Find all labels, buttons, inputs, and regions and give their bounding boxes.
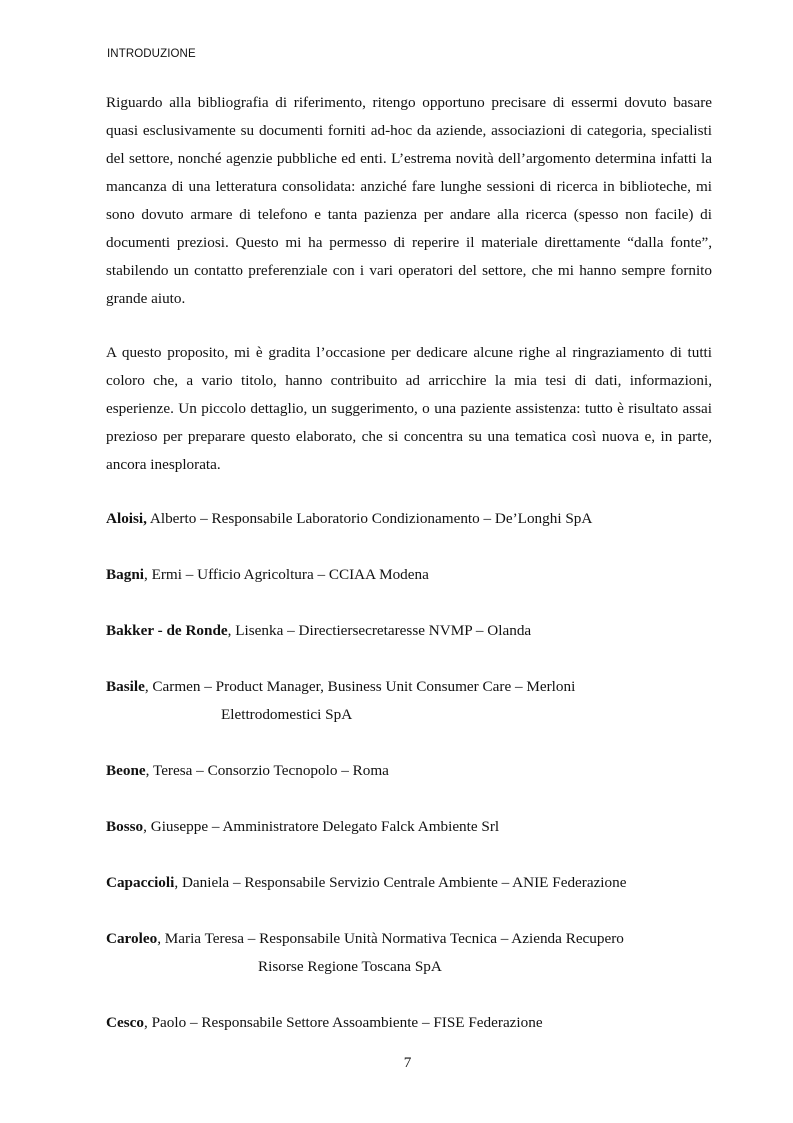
entry-continuation: Elettrodomestici SpA bbox=[221, 706, 353, 723]
page-number: 7 bbox=[403, 1054, 412, 1071]
entry-surname: Bagni bbox=[106, 566, 144, 583]
entry-details: , Lisenka – Directiersecretaresse NVMP – Olanda bbox=[227, 622, 532, 639]
entry-details: Alberto – Responsabile Laboratorio Condizionamento – De’Longhi SpA bbox=[146, 510, 593, 527]
paragraph-bibliography: Riguardo alla bibliografia di riferimento, ritengo opportuno precisare di essermi dovuto basare quasi esclusivamente su documenti forniti ad-hoc da aziende, associazioni di categoria, specialisti del settore, nonché agenzie pubbliche ed enti. L’estrema novità dell’argomento determina infatti la mancanza di una letteratura consolidata: anziché fare lunghe sessioni di ricerca in biblioteche, mi sono dovuto armare di telefono e tanta pazienza per andare alla ricerca (spesso non facile) di documenti preziosi. Questo mi ha permesso di reperire il materiale direttamente “dalla fonte”, stabilendo un contatto preferenziale con i vari operatori del settore, che mi hanno sempre fornito grande aiuto. bbox=[106, 94, 712, 307]
entry-surname: Bosso bbox=[106, 818, 144, 835]
entry-details: , Paolo – Responsabile Settore Assoambiente – FISE Federazione bbox=[143, 1014, 543, 1031]
acknowledgement-entry bbox=[106, 813, 726, 841]
entry-details: , Carmen – Product Manager, Business Unit Consumer Care – Merloni bbox=[144, 678, 576, 695]
acknowledgement-entry bbox=[106, 561, 726, 589]
entry-surname: Caroleo bbox=[106, 930, 158, 947]
entry-details: , Daniela – Responsabile Servizio Centrale Ambiente – ANIE Federazione bbox=[174, 874, 627, 891]
entry-details: , Teresa – Consorzio Tecnopolo – Roma bbox=[145, 762, 389, 779]
entry-surname: Capaccioli bbox=[106, 874, 175, 891]
acknowledgement-entry bbox=[106, 617, 726, 645]
entry-surname: Beone bbox=[106, 762, 146, 779]
entry-surname: Cesco bbox=[106, 1014, 144, 1031]
running-header: INTRODUZIONE bbox=[107, 48, 196, 60]
entry-surname: Bakker - de Ronde bbox=[106, 622, 228, 639]
entry-surname: Aloisi, bbox=[106, 510, 147, 527]
acknowledgement-entry bbox=[106, 673, 726, 729]
acknowledgement-entry bbox=[106, 505, 726, 533]
entry-details: , Ermi – Ufficio Agricoltura – CCIAA Modena bbox=[143, 566, 429, 583]
acknowledgement-entry bbox=[106, 1009, 726, 1037]
entry-details: , Giuseppe – Amministratore Delegato Falck Ambiente Srl bbox=[143, 818, 500, 835]
entry-details: , Maria Teresa – Responsabile Unità Normativa Tecnica – Azienda Recupero bbox=[157, 930, 624, 947]
entry-continuation: Risorse Regione Toscana SpA bbox=[258, 958, 442, 975]
acknowledgement-entry bbox=[106, 869, 726, 897]
acknowledgement-entry bbox=[106, 757, 726, 785]
entry-surname: Basile bbox=[106, 678, 145, 695]
paragraph-thanks: A questo proposito, mi è gradita l’occasione per dedicare alcune righe al ringraziamento di tutti coloro che, a vario titolo, hanno contribuito ad arricchire la mia tesi di dati, informazioni, esperienze. Un piccolo dettaglio, un suggerimento, o una paziente assistenza: tutto è risultato assai prezioso per preparare questo elaborato, che si concentra su una tematica così nuova e, in parte, ancora inesplorata. bbox=[106, 344, 712, 473]
acknowledgement-entry bbox=[106, 925, 726, 981]
